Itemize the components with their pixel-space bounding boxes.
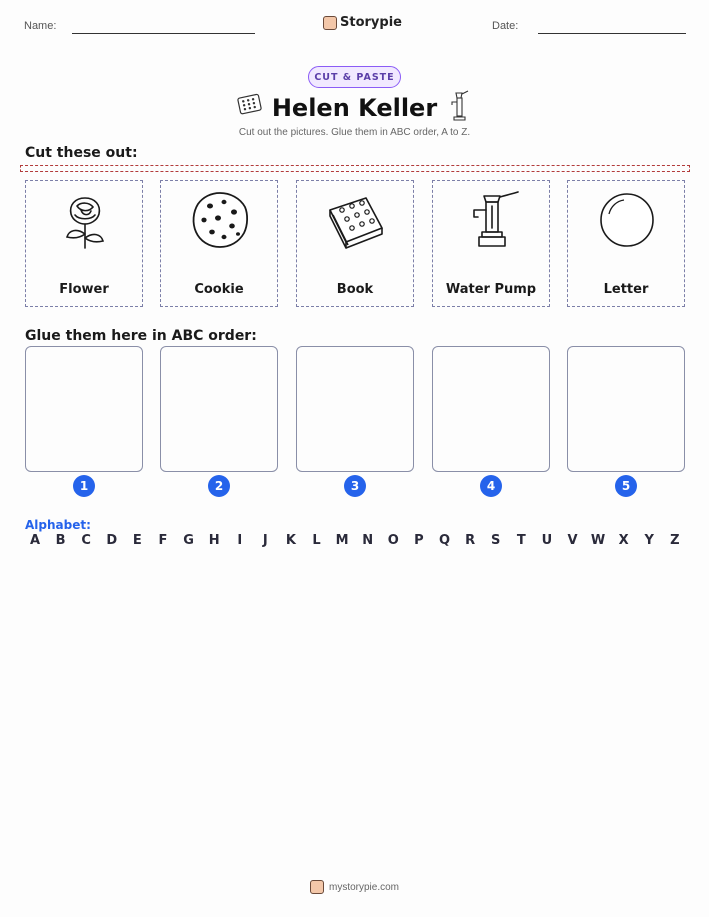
alphabet-letter: L bbox=[312, 533, 321, 548]
alphabet-letter: E bbox=[132, 533, 142, 548]
water-pump-icon bbox=[448, 90, 470, 122]
alphabet-letter: Z bbox=[670, 533, 680, 548]
glue-box-5[interactable] bbox=[567, 346, 685, 472]
order-number-3: 3 bbox=[344, 475, 366, 497]
alphabet-letter: H bbox=[208, 533, 220, 548]
cut-card-water-pump[interactable] bbox=[432, 180, 550, 307]
storypie-logo-icon bbox=[310, 880, 324, 894]
alphabet-letter: G bbox=[183, 533, 194, 548]
glue-box-2[interactable] bbox=[160, 346, 278, 472]
alphabet-letter: W bbox=[590, 533, 606, 548]
alphabet-letter: D bbox=[106, 533, 118, 548]
cut-card-letter[interactable] bbox=[567, 180, 685, 307]
alphabet-letter: R bbox=[465, 533, 476, 548]
alphabet-letter: S bbox=[491, 533, 501, 548]
instructions: Cut out the pictures. Glue them in ABC order, A to Z. bbox=[238, 127, 471, 138]
alphabet-letter: A bbox=[29, 533, 41, 548]
alphabet-row bbox=[25, 533, 685, 548]
name-label: Name: bbox=[24, 20, 57, 32]
cut-card-cookie[interactable] bbox=[160, 180, 278, 307]
braille-book-icon bbox=[326, 190, 386, 250]
card-label: Cookie bbox=[194, 282, 244, 297]
brand-name: Storypie bbox=[340, 15, 402, 30]
glue-box-3[interactable] bbox=[296, 346, 414, 472]
alphabet-letter: T bbox=[516, 533, 526, 548]
order-number-2: 2 bbox=[208, 475, 230, 497]
alphabet-letter: V bbox=[567, 533, 578, 548]
alphabet-letter: Y bbox=[644, 533, 654, 548]
rose-icon bbox=[55, 190, 115, 250]
glue-box-4[interactable] bbox=[432, 346, 550, 472]
alphabet-letter: I bbox=[237, 533, 243, 548]
order-number-4: 4 bbox=[480, 475, 502, 497]
alphabet-letter: O bbox=[387, 533, 399, 548]
order-number-1: 1 bbox=[73, 475, 95, 497]
circle-icon bbox=[597, 190, 657, 250]
alphabet-letter: C bbox=[81, 533, 91, 548]
alphabet-letter: J bbox=[262, 533, 268, 548]
water-pump-icon bbox=[462, 190, 522, 250]
cut-section-heading: Cut these out: bbox=[25, 145, 138, 161]
cut-card-flower[interactable] bbox=[25, 180, 143, 307]
alphabet-letter: N bbox=[362, 533, 374, 548]
card-label: Water Pump bbox=[445, 282, 537, 297]
glue-section-heading: Glue them here in ABC order: bbox=[25, 328, 257, 344]
alphabet-letter: F bbox=[158, 533, 168, 548]
card-label: Book bbox=[336, 282, 374, 297]
cookie-icon bbox=[190, 190, 250, 250]
brand-logo bbox=[323, 15, 402, 30]
page-title: Helen Keller bbox=[271, 94, 438, 122]
alphabet-letter: X bbox=[618, 533, 629, 548]
footer bbox=[0, 880, 709, 894]
alphabet-letter: U bbox=[541, 533, 553, 548]
glue-box-1[interactable] bbox=[25, 346, 143, 472]
card-label: Letter bbox=[603, 282, 649, 297]
cut-paste-badge: CUT & PASTE bbox=[308, 66, 401, 88]
cut-line bbox=[20, 165, 690, 172]
date-label: Date: bbox=[492, 20, 519, 32]
storypie-logo-icon bbox=[323, 16, 337, 30]
card-label: Flower bbox=[59, 282, 109, 297]
cut-card-book[interactable] bbox=[296, 180, 414, 307]
alphabet-letter: P bbox=[414, 533, 424, 548]
date-field[interactable] bbox=[538, 33, 686, 34]
footer-url: mystorypie.com bbox=[328, 881, 399, 893]
alphabet-letter: B bbox=[55, 533, 66, 548]
alphabet-letter: Q bbox=[438, 533, 451, 548]
name-field[interactable] bbox=[72, 33, 255, 34]
alphabet-letter: M bbox=[335, 533, 349, 548]
order-number-5: 5 bbox=[615, 475, 637, 497]
alphabet-label: Alphabet: bbox=[25, 518, 91, 532]
alphabet-letter: K bbox=[285, 533, 296, 548]
